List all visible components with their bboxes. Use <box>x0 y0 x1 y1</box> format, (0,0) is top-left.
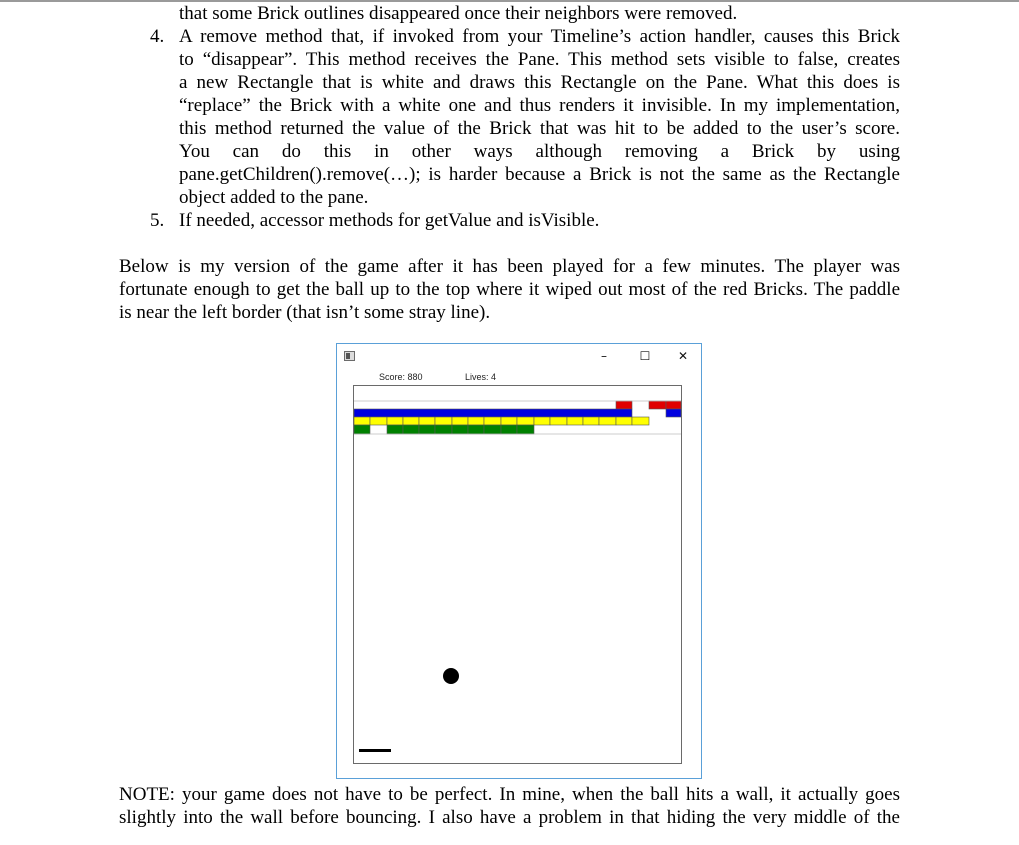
maximize-button[interactable]: ☐ <box>639 349 651 363</box>
text-line: slightly into the wall before bouncing. I also have a problem in that hiding the very middle of the <box>119 807 900 828</box>
brick-yellow <box>419 417 435 425</box>
brick-yellow <box>387 417 403 425</box>
brick-green <box>419 425 435 434</box>
brick-yellow <box>501 417 517 425</box>
brick-green <box>501 425 517 434</box>
brick-yellow <box>452 417 468 425</box>
brick-yellow <box>583 417 599 425</box>
lives-label: Lives: 4 <box>465 372 497 382</box>
brick-green <box>387 425 403 434</box>
brick-red <box>616 401 632 409</box>
text-line: object added to the pane. <box>179 187 369 208</box>
text-line: pane.getChildren().remove(…); is harder because a Brick is not the same as the Rectangle <box>179 164 900 185</box>
text-line: Below is my version of the game after it has been played for a few minutes. The player was <box>119 256 900 277</box>
brick-yellow <box>616 417 632 425</box>
app-icon <box>344 351 355 361</box>
list-number: 5. <box>150 210 165 231</box>
close-button[interactable]: ✕ <box>677 349 689 363</box>
brick-green <box>468 425 484 434</box>
text-line: this method returned the value of the Brick that was hit to be added to the user’s score. <box>179 118 900 139</box>
list-number: 4. <box>150 26 165 47</box>
brick-yellow <box>403 417 419 425</box>
brick-red <box>666 401 681 409</box>
brick-yellow <box>534 417 550 425</box>
text-line: “replace” the Brick with a white one and thus renders it invisible. In my implementation, <box>179 95 900 116</box>
brick-green <box>517 425 534 434</box>
brick-green <box>354 425 370 434</box>
brick-yellow <box>435 417 452 425</box>
text-line: to “disappear”. This method receives the Pane. This method sets visible to false, creates <box>179 49 900 70</box>
text-line: that some Brick outlines disappeared once their neighbors were removed. <box>179 3 738 24</box>
brick-yellow <box>632 417 649 425</box>
score-label: Score: 880 <box>379 372 423 382</box>
text-line: a new Rectangle that is white and draws this Rectangle on the Pane. What this does is <box>179 72 900 93</box>
brick-yellow <box>370 417 387 425</box>
brick-yellow <box>517 417 534 425</box>
brick-blue <box>666 409 681 417</box>
brick-red <box>649 401 666 409</box>
brick-yellow <box>550 417 567 425</box>
brick-green <box>403 425 419 434</box>
paddle <box>359 749 391 752</box>
text-line: If needed, accessor methods for getValue and isVisible. <box>179 210 600 231</box>
game-canvas <box>354 386 681 763</box>
brick-yellow <box>354 417 370 425</box>
brick-row-blue <box>354 409 632 417</box>
minimize-button[interactable]: – <box>601 349 607 363</box>
text-line: fortunate enough to get the ball up to the top where it wiped out most of the red Bricks. The paddle <box>119 279 900 300</box>
ball <box>443 668 459 684</box>
brick-green <box>435 425 452 434</box>
game-pane <box>353 385 682 764</box>
brick-yellow <box>567 417 583 425</box>
brick-yellow <box>599 417 616 425</box>
brick-green <box>452 425 468 434</box>
brick-yellow <box>468 417 484 425</box>
text-line: A remove method that, if invoked from your Timeline’s action handler, causes this Brick <box>179 26 900 47</box>
brick-yellow <box>484 417 501 425</box>
brick-green <box>484 425 501 434</box>
text-line: is near the left border (that isn’t some stray line). <box>119 302 491 323</box>
text-line: NOTE: your game does not have to be perfect. In mine, when the ball hits a wall, it actually goes <box>119 784 900 805</box>
text-line: You can do this in other ways although removing a Brick by using <box>179 141 900 162</box>
game-window <box>336 343 702 779</box>
